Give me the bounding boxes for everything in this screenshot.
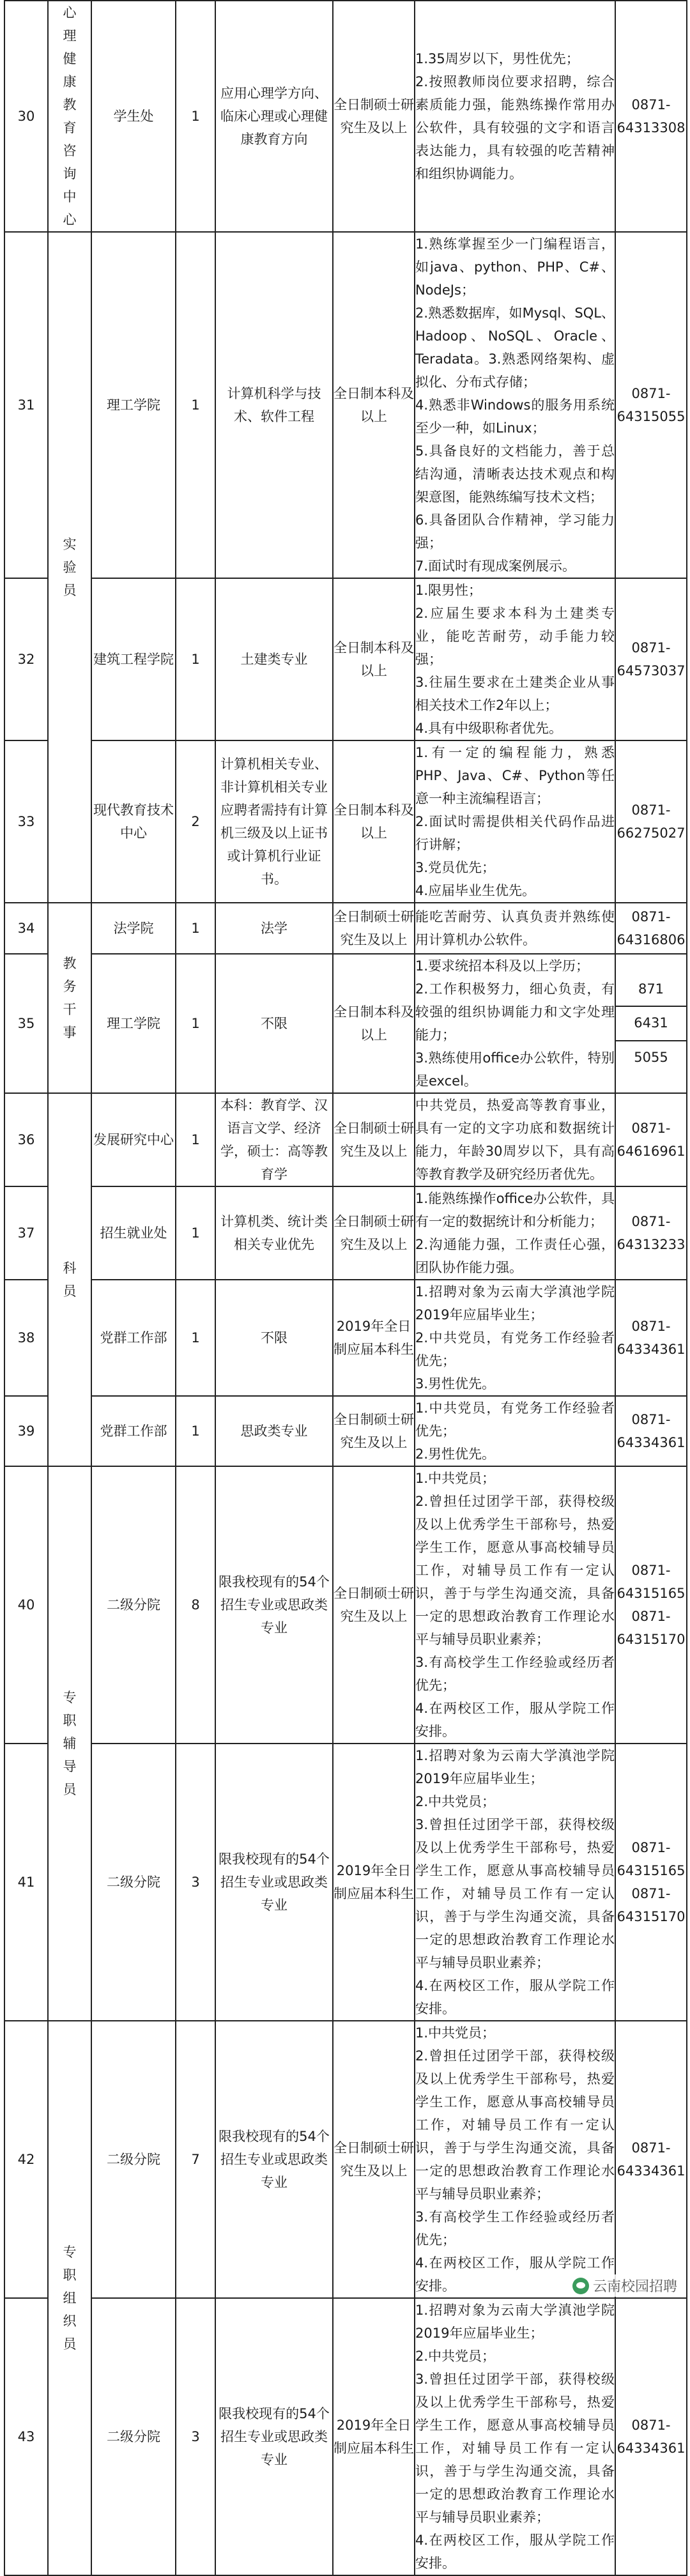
contact-phone: [615, 1280, 687, 1396]
department: 二级分院: [91, 1466, 176, 1744]
job-requirements: [415, 232, 615, 578]
department: 招生就业处: [91, 1186, 176, 1280]
requirement-line: 2.应届生要求本科为土建类专业，能吃苦耐劳，动手能力较强；: [415, 606, 615, 667]
position-count: 1: [176, 1396, 215, 1466]
table-row: [4, 1093, 687, 1186]
major-requirement: 本科：教育学、汉语言文学、经济学，硕士：高等教育学: [215, 1093, 333, 1186]
major-requirement: 限我校现有的54个招生专业或思政类专业: [215, 1466, 333, 1744]
requirement-line: 2.中共党员，有党务工作经验者优先；: [415, 1330, 615, 1368]
department: 法学院: [91, 903, 176, 954]
department: 理工学院: [91, 232, 176, 578]
contact-phone: [615, 2298, 687, 2575]
major-requirement: 计算机相关专业、非计算机相关专业应聘者需持有计算机三级及以上证书或计算机行业证书。: [215, 740, 333, 903]
major-requirement: 不限: [215, 1280, 333, 1396]
requirement-line: 1.限男性；: [415, 583, 482, 598]
requirement-line: 2.沟通能力强，工作责任心强，团队协作能力强。: [415, 1237, 615, 1275]
major-requirement: 限我校现有的54个招生专业或思政类专业: [215, 2021, 333, 2298]
requirement-line: 1.中共党员，有党务工作经验者优先；: [415, 1400, 615, 1439]
department: 党群工作部: [91, 1280, 176, 1396]
category-cell: [48, 1093, 91, 1466]
education-requirement: 2019年全日制应届本科生: [333, 2298, 415, 2575]
category-cell: [48, 903, 91, 1093]
job-requirements: [415, 954, 615, 1093]
row-number: 42: [4, 2021, 48, 2298]
job-requirements: [415, 740, 615, 903]
department: 学生处: [91, 1, 176, 232]
contact-phone: [615, 1093, 687, 1186]
department: 党群工作部: [91, 1396, 176, 1466]
position-count: 7: [176, 2021, 215, 2298]
education-requirement: 全日制硕士研究生及以上: [333, 1466, 415, 1744]
department: 建筑工程学院: [91, 578, 176, 740]
education-requirement: 全日制本科及以上: [333, 954, 415, 1093]
requirement-line: 1.招聘对象为云南大学滇池学院2019年应届毕业生；: [415, 2303, 615, 2341]
phone-part: 6431: [616, 1006, 686, 1039]
requirement-line: 4.具有中级职称者优先。: [415, 721, 563, 736]
table-row: [4, 1, 687, 232]
education-requirement: 全日制硕士研究生及以上: [333, 1396, 415, 1466]
department: 二级分院: [91, 1744, 176, 2021]
table-row: [4, 1744, 687, 2021]
requirement-line: 3.有高校学生工作经验或经历者优先；: [415, 1655, 615, 1693]
watermark-text: 云南校园招聘: [592, 2279, 677, 2295]
requirement-line: 2.面试时需提供相关代码作品进行讲解；: [415, 814, 615, 852]
major-requirement: 限我校现有的54个招生专业或思政类专业: [215, 2298, 333, 2575]
contact-phone: [615, 740, 687, 903]
requirement-line: 2.熟悉数据库，如Mysql、SQL、Hadoop、NoSQL、Oracle、Teradata。3.熟悉网络架构、虚拟化、分布式存储；: [415, 305, 615, 390]
requirement-line: 4.熟悉非Windows的服务用系统至少一种，如Linux；: [415, 397, 615, 436]
row-number: 35: [4, 954, 48, 1093]
requirement-line: 1.有一定的编程能力，熟悉PHP、Java、C#、Python等任意一种主流编程语言；: [415, 745, 615, 806]
requirement-line: 1.中共党员；: [415, 1471, 496, 1486]
wechat-icon: [572, 2278, 589, 2294]
major-requirement: 法学: [215, 903, 333, 954]
contact-phone: [615, 232, 687, 578]
requirement-line: 3.党员优先；: [415, 860, 496, 875]
requirement-line: 2.中共党员；: [415, 2349, 496, 2364]
phone-part: 871: [638, 981, 664, 997]
position-count: 1: [176, 578, 215, 740]
position-count: 1: [176, 903, 215, 954]
row-number: 32: [4, 578, 48, 740]
education-requirement: 2019年全日制应届本科生: [333, 1744, 415, 2021]
education-requirement: 全日制硕士研究生及以上: [333, 1093, 415, 1186]
position-count: 1: [176, 1093, 215, 1186]
phone-number: 0871-64315165: [617, 1840, 686, 1878]
category-cell: [48, 2021, 91, 2575]
requirement-line: 4.在两校区工作，服从学院工作安排。: [415, 2533, 615, 2571]
table-row: [4, 2298, 687, 2575]
job-requirements: [415, 1093, 615, 1186]
education-requirement: 全日制硕士研究生及以上: [333, 1186, 415, 1280]
job-requirements: [415, 1280, 615, 1396]
education-requirement: 全日制本科及以上: [333, 232, 415, 578]
category-label: 心理健康教育咨询中心: [63, 5, 77, 227]
job-requirements: [415, 1186, 615, 1280]
requirement-line: 2.男性优先。: [415, 1446, 496, 1462]
requirement-line: 2.曾担任过团学干部，获得校级及以上优秀学生干部称号，热爱学生工作，愿意从事高校辅导员工作，对辅导员工作有一定认识，善于与学生沟通交流，具备一定的思想政治教育工作理论水平与辅导员职业素养；: [415, 2048, 615, 2202]
phone-number: 0871-64316806: [617, 909, 686, 947]
table-row: [4, 903, 687, 954]
phone-number: 0871-64334361: [617, 2140, 686, 2179]
table-row: [4, 2021, 687, 2298]
requirement-line: 2.曾担任过团学干部，获得校级及以上优秀学生干部称号，热爱学生工作，愿意从事高校辅导员工作，对辅导员工作有一定认识，善于与学生沟通交流，具备一定的思想政治教育工作理论水平与辅导员职业素养；: [415, 1494, 615, 1647]
job-requirements: [415, 903, 615, 954]
education-requirement: 全日制硕士研究生及以上: [333, 1, 415, 232]
requirement-line: 2.中共党员；: [415, 1794, 496, 1809]
major-requirement: 思政类专业: [215, 1396, 333, 1466]
contact-phone: [615, 1, 687, 232]
requirement-line: 2.工作积极努力，细心负责，有较强的组织协调能力和文字处理能力；: [415, 981, 615, 1043]
department: 二级分院: [91, 2298, 176, 2575]
job-requirements: [415, 1466, 615, 1744]
requirement-line: 7.面试时有现成案例展示。: [415, 558, 576, 574]
requirement-line: 3.熟练使用office办公软件，特别是excel。: [415, 1050, 615, 1089]
category-label: 教务干事: [63, 956, 77, 1040]
requirement-line: 6.具备团队合作精神，学习能力强；: [415, 512, 615, 551]
education-requirement: 全日制硕士研究生及以上: [333, 2021, 415, 2298]
watermark: [569, 2274, 681, 2297]
major-requirement: 限我校现有的54个招生专业或思政类专业: [215, 1744, 333, 2021]
row-number: 36: [4, 1093, 48, 1186]
requirement-line: 1.要求统招本科及以上学历；: [415, 958, 590, 974]
phone-number: 0871-64334361: [617, 1412, 686, 1450]
requirement-line: 1.招聘对象为云南大学滇池学院2019年应届毕业生；: [415, 1748, 615, 1786]
recruitment-table: [4, 0, 687, 2576]
row-number: 39: [4, 1396, 48, 1466]
major-requirement: 应用心理学方向、临床心理或心理健康教育方向: [215, 1, 333, 232]
phone-number: 0871-64334361: [617, 2418, 686, 2456]
requirement-line: 3.男性优先。: [415, 1376, 496, 1392]
position-count: 2: [176, 740, 215, 903]
phone-number: 0871-64616961: [617, 1121, 686, 1159]
position-count: 3: [176, 2298, 215, 2575]
row-number: 31: [4, 232, 48, 578]
requirement-line: 3.曾担任过团学干部，获得校级及以上优秀学生干部称号，热爱学生工作，愿意从事高校辅导员工作，对辅导员工作有一定认识，善于与学生沟通交流，具备一定的思想政治教育工作理论水平与辅导员职业素养；: [415, 1817, 615, 1970]
category-label: 科员: [63, 1261, 77, 1299]
major-requirement: 土建类专业: [215, 578, 333, 740]
major-requirement: 不限: [215, 954, 333, 1093]
table-row: [4, 232, 687, 578]
position-count: 1: [176, 1, 215, 232]
phone-number: 0871-64315170: [617, 1609, 686, 1647]
category-cell: [48, 1466, 91, 2021]
major-requirement: 计算机类、统计类相关专业优先: [215, 1186, 333, 1280]
contact-phone: [615, 1744, 687, 2021]
requirement-line: 4.在两校区工作，服从学院工作安排。: [415, 1701, 615, 1739]
job-requirements: [415, 1, 615, 232]
job-requirements: [415, 2021, 615, 2298]
table-row: [4, 1186, 687, 1280]
education-requirement: 全日制本科及以上: [333, 578, 415, 740]
requirement-line: 5.具备良好的文档能力，善于总结沟通，清晰表达技术观点和构架意图，能熟练编写技术文档；: [415, 443, 615, 505]
row-number: 30: [4, 1, 48, 232]
education-requirement: 全日制硕士研究生及以上: [333, 903, 415, 954]
requirement-line: 3.曾担任过团学干部，获得校级及以上优秀学生干部称号，热爱学生工作，愿意从事高校辅导员工作，对辅导员工作有一定认识，善于与学生沟通交流，具备一定的思想政治教育工作理论水平与辅导员职业素养；: [415, 2372, 615, 2525]
table-row: [4, 740, 687, 903]
row-number: 33: [4, 740, 48, 903]
requirement-line: 4.在两校区工作，服从学院工作安排。: [415, 2255, 615, 2294]
contact-phone: [615, 1186, 687, 1280]
requirement-line: 1.能熟练操作office办公软件，具有一定的数据统计和分析能力；: [415, 1191, 615, 1229]
table-row: [4, 578, 687, 740]
education-requirement: 全日制本科及以上: [333, 740, 415, 903]
table-row: [4, 1280, 687, 1396]
requirement-line: 2.按照教师岗位要求招聘，综合素质能力强，能熟练操作常用办公软件，具有较强的文字和语言表达能力，具有较强的吃苦精神和组织协调能力。: [415, 74, 615, 181]
row-number: 34: [4, 903, 48, 954]
phone-number: 0871-66275027: [617, 802, 686, 841]
contact-phone: [615, 1396, 687, 1466]
row-number: 37: [4, 1186, 48, 1280]
requirement-line: 4.应届毕业生优先。: [415, 883, 536, 898]
phone-number: 0871-64313233: [617, 1214, 686, 1252]
department: 现代教育技术中心: [91, 740, 176, 903]
contact-phone: [615, 954, 687, 1093]
phone-number: 0871-64573037: [617, 640, 686, 678]
phone-number: 0871-64315165: [617, 1563, 686, 1601]
job-requirements: [415, 1396, 615, 1466]
department: 理工学院: [91, 954, 176, 1093]
phone-part: 5055: [616, 1040, 686, 1074]
category-label: 专职辅导员: [63, 1690, 77, 1797]
table-row: [4, 1466, 687, 1744]
row-number: 38: [4, 1280, 48, 1396]
row-number: 41: [4, 1744, 48, 2021]
requirement-line: 1.中共党员；: [415, 2025, 496, 2041]
department: 二级分院: [91, 2021, 176, 2298]
position-count: 3: [176, 1744, 215, 2021]
requirement-line: 3.往届生要求在土建类企业从事相关技术工作2年以上；: [415, 675, 615, 713]
category-label: 专职组织员: [63, 2244, 77, 2352]
requirement-line: 能吃苦耐劳、认真负责并熟练使用计算机办公软件。: [415, 909, 615, 947]
phone-number: 0871-64315170: [617, 1886, 686, 1924]
requirement-line: 中共党员，热爱高等教育事业，具有一定的文字功底和数据统计能力，年龄30周岁以下，具有高等教育教学及研究经历者优先。: [415, 1098, 615, 1182]
job-requirements: [415, 1744, 615, 2021]
table-row: [4, 1396, 687, 1466]
contact-phone: [615, 2021, 687, 2298]
requirement-line: 3.有高校学生工作经验或经历者优先；: [415, 2209, 615, 2248]
row-number: 43: [4, 2298, 48, 2575]
position-count: 1: [176, 954, 215, 1093]
position-count: 8: [176, 1466, 215, 1744]
phone-number: 0871-64313308: [617, 97, 686, 135]
education-requirement: 2019年全日制应届本科生: [333, 1280, 415, 1396]
position-count: 1: [176, 1186, 215, 1280]
contact-phone: [615, 578, 687, 740]
category-cell: [48, 232, 91, 903]
major-requirement: 计算机科学与技术、软件工程: [215, 232, 333, 578]
category-label: 实验员: [63, 537, 77, 598]
requirement-line: 1.35周岁以下，男性优先；: [415, 51, 579, 66]
phone-number: 0871-64315055: [617, 386, 686, 424]
department: 发展研究中心: [91, 1093, 176, 1186]
category-cell: [48, 1, 91, 232]
position-count: 1: [176, 1280, 215, 1396]
position-count: 1: [176, 232, 215, 578]
contact-phone: [615, 903, 687, 954]
job-requirements: [415, 2298, 615, 2575]
table-row: [4, 954, 687, 1093]
requirement-line: 1.招聘对象为云南大学滇池学院2019年应届毕业生；: [415, 1284, 615, 1322]
requirement-line: 4.在两校区工作，服从学院工作安排。: [415, 1978, 615, 2016]
phone-number: 0871-64334361: [617, 1319, 686, 1357]
contact-phone: [615, 1466, 687, 1744]
row-number: 40: [4, 1466, 48, 1744]
requirement-line: 1.熟练掌握至少一门编程语言，如java、python、PHP、C#、NodeJs；: [415, 236, 615, 298]
job-requirements: [415, 578, 615, 740]
